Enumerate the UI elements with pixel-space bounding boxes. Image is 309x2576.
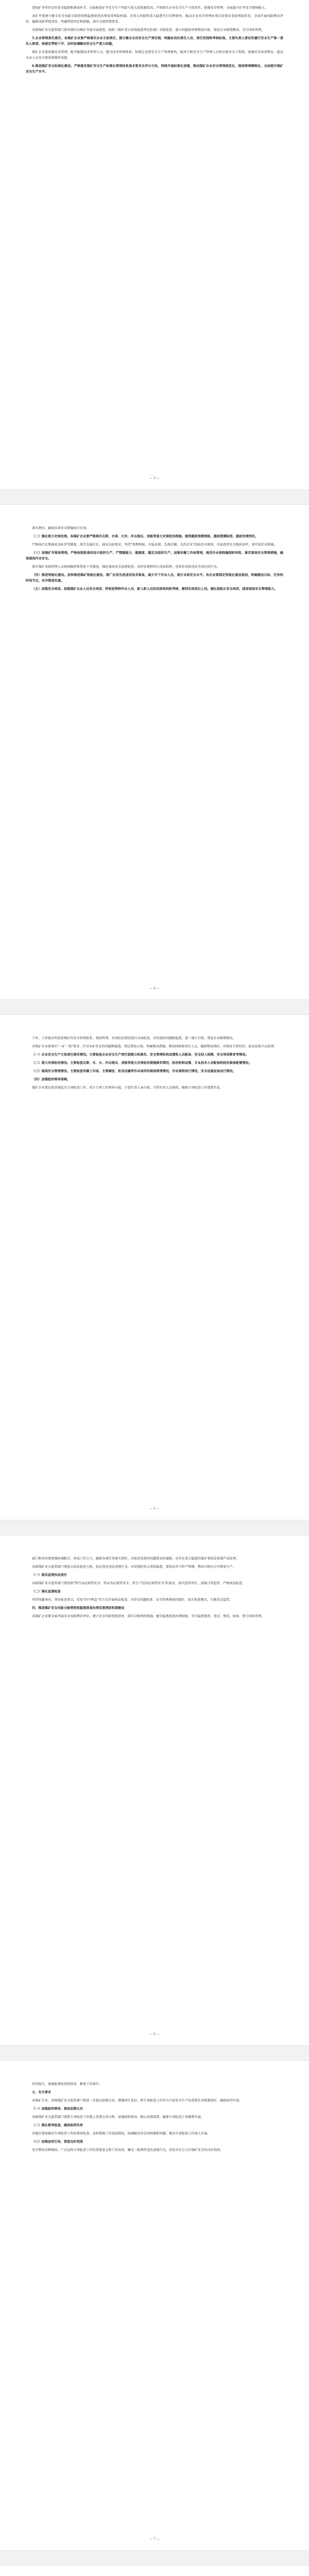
page-separator bbox=[0, 489, 309, 505]
document-page-7 bbox=[10, 2061, 299, 2550]
section-heading: （二）强化监督检查 bbox=[32, 1590, 61, 1594]
section-heading: （一）企业安全生产主体责任落实情况。主要检查企业安全生产责任制建立和落实、安全管理机构设置和人员配备、安全投入保障、安全培训教育等情况。 bbox=[32, 1053, 249, 1057]
section-heading: （三）现场安全管理情况。主要检查采掘工作面、主要硐室、机电运输等作业场所的现场管理情况，作业规程执行情况，安全设施设备运行情况。 bbox=[32, 1070, 236, 1073]
page-separator bbox=[0, 999, 309, 1015]
section-heading: 四、推进煤矿安全风险分级管控和隐患排查治理双重预防机制建设 bbox=[32, 1606, 125, 1610]
paragraph: 落实到位，确保各项安全措施执行有效。 bbox=[32, 527, 90, 530]
document-page-8 bbox=[10, 2566, 299, 2576]
paragraph: 各级煤矿安全监管部门要把专项检查工作摆上重要议事日程，加强组织领导，精心安排部署，确保专项检查工作顺利开展。 bbox=[32, 2115, 204, 2119]
paragraph: 各煤矿企业要落实"一矿一策"要求，针对本矿存在的问题和隐患，制定整改方案，明确整改措施、整改时限和责任人员，确保整改到位。对整改不到位的，依法依规予以处理。 bbox=[32, 1045, 277, 1048]
page-number: — 4 — bbox=[149, 987, 160, 990]
section-heading: （一）加强组织领导，提高思想认识 bbox=[32, 2107, 83, 2111]
section-heading: （五）加强安全培训。加强煤矿从业人员安全培训，特别是特种作业人员、新入职人员的岗前培训和考核，做到先培训后上岗。强化班组长安全培训，提高现场安全管理能力。 bbox=[32, 587, 278, 591]
paragraph: 各级煤矿安全监管部门要按照"管行业必须管安全、管业务必须管安全、管生产经营必须管安全"的要求，落实监管责任，加强日常监管，严格执法检查。 bbox=[32, 1582, 246, 1585]
paragraph: 各煤矿企业、各级煤矿安全监管部门要进一步提高思想认识，增强责任意识，把专项检查工作作为当前安全生产的重要任务抓紧抓好，确保取得实效。 bbox=[32, 2099, 243, 2103]
page-number: — 7 — bbox=[149, 2537, 160, 2541]
paragraph: 部门和单位要加强协调配合，形成工作合力，确保各项任务落实到位。对检查发现的问题要及时通报，对存在重大隐患的煤矿要依法依规严肃处理。 bbox=[32, 1557, 239, 1561]
paragraph: 查找矿井所存在的安全隐患和薄弱环节。全面核查矿井安全生产风险与重大危险源状况，严格落实企业安全生产主体责任，加强安全管理，全面提升矿井安全保障能力。 bbox=[32, 6, 268, 10]
section-heading: （二）强化督导检查，确保取得实效 bbox=[32, 2124, 83, 2127]
section-heading: （三）加强矿井现场管理。严格按照批准的设计组织生产，严禁超能力、超强度、超定员组织生产。加强采掘工作面管理，规范作业规程编制和审批，落实现场安全管理措施，确保现场作业安全。 bbox=[26, 551, 283, 561]
page-number: — 5 — bbox=[149, 1507, 160, 1511]
paragraph: 煤矿企业要加强技术管理，配齐配强技术管理人员，健全技术管理体系。按规定设置安全生产管理机构，配备专职安全生产管理人员和注册安全工程师，加强安全培训教育，提高从业人员安全素质和操作技能。 bbox=[26, 50, 283, 60]
paragraph: 坚持问题导向，突出检查重点，采取"四不两直"等方式开展执法检查，对存在问题较多、安全管理薄弱的煤矿，加大检查频次，实施重点监管。 bbox=[32, 1598, 233, 1602]
page-separator bbox=[0, 2550, 309, 2566]
section-heading: （四）加强组织领导保障。 bbox=[32, 1078, 71, 1081]
paragraph: 各级煤矿安全监管部门要加大执法检查力度，依法查处违法违规行为。对发现的重大事故隐患，要依法责令停产整顿，整改合格后方可恢复生产。 bbox=[32, 1565, 236, 1569]
section-heading: 6.推进煤矿安全标准化建设。严格落实煤矿安全生产标准化管理体系基本要求及评分方法，持续开展标准化创建，推动煤矿企业安全管理规范化、现场管理精细化，全面提升煤矿安全生产水平。 bbox=[26, 64, 283, 74]
paragraph: 落实煤矿各级管理人员现场跟班和带班下井制度，强化现场安全监督检查，及时发现和纠正违章指挥、违章作业和违反劳动纪律行为。 bbox=[32, 565, 220, 569]
paragraph: 充分利用各种媒体，广泛宣传专项检查工作的重要意义和工作成效，曝光一批典型违法违规行为，营造全社会关注煤矿安全的良好氛围。 bbox=[32, 2148, 224, 2152]
page-separator bbox=[0, 1520, 309, 1535]
page-separator bbox=[0, 2045, 309, 2061]
section-heading: （三）加强宣传引导，营造良好氛围 bbox=[32, 2140, 83, 2144]
paragraph: 各煤矿企业要全面开展安全风险辨识评估，建立安全风险管控清单，落实分级管控措施。健全隐患排查治理制度，实行隐患排查、登记、整改、验收、销号闭环管理。 bbox=[32, 1615, 265, 1618]
paragraph: 煤矿企业要高度重视此次专项检查工作，成立专项工作领导小组，主要负责人亲自抓，分管负责人具体抓，确保专项检查工作落到实处。 bbox=[32, 1086, 224, 1090]
paragraph: 工作。工作组对所检查煤矿的安全管理体系、现场管理、灾害防治情况进行全面检查，对发现的问题和隐患，逐一建立台账，督促企业限期整改。 bbox=[32, 1037, 236, 1040]
page-7-body bbox=[26, 2081, 283, 2156]
section-heading: 5.企业管理责任落实。各煤矿企业要严格落实企业主体责任，建立健全全员安全生产责任制，明确各岗位责任人员、责任范围和考核标准。主要负责人要切实履行安全生产第一责任人职责，按规定带班下井，及时协调解决安全生产重大问题。 bbox=[26, 37, 283, 46]
paragraph: 各级煤矿安全监管部门要对辖区内煤矿开展全面排查，按照《煤矿重大事故隐患判定标准》对照检查，建立问题清单和整改台账，督促企业限期整改，实行闭环管理。 bbox=[32, 28, 265, 32]
document-page-6 bbox=[10, 1535, 299, 2045]
page-4-body bbox=[26, 526, 283, 595]
document-page-5 bbox=[10, 1015, 299, 1520]
paragraph: 各地区要加强对专项检查工作的督导检查，及时掌握工作进展情况，协调解决存在的困难和问题，推动专项检查工作深入开展。 bbox=[32, 2132, 211, 2136]
page-number: — 3 — bbox=[149, 477, 160, 480]
document-page-4 bbox=[10, 505, 299, 999]
section-heading: （四）推进智能化建设。加快推进煤矿智能化建设，推广应用先进适用技术装备，减少井下作业人员，提升本质安全水平。各企业要制定智能化建设规划，明确建设目标、任务和时间节点，有序推进实施。 bbox=[26, 573, 283, 583]
page-number: — 6 — bbox=[149, 2032, 160, 2036]
page-5-body bbox=[26, 1036, 283, 1093]
paragraph: 各矿井要建立健全安全风险分级管控和隐患排查治理双重预防机制，对重大风险和重大隐患实行挂牌督办，推动企业安全管理由事后处置向事前预防转变。全面开展风险辨识评估，编制风险管控清单，明确管控责任和措施，落实分级管控要求。 bbox=[26, 14, 283, 24]
page-3-body bbox=[26, 5, 283, 77]
section-heading: （二）重大灾害防治情况。主要检查瓦斯、水、火、冲击地压、顶板等重大灾害防治措施落实情况，防治机构设置、专业技术人员配备和防治装备配置情况。 bbox=[32, 1061, 252, 1065]
section-heading: 五、有关要求 bbox=[32, 2091, 52, 2094]
document-page-3 bbox=[10, 0, 299, 489]
section-heading: （二）强化重大灾害治理。各煤矿企业要严格落实瓦斯、水害、火灾、冲击地压、顶板等重大灾害防治措施，做到超前预测预报、超前探测防控、超前治理到位。 bbox=[32, 535, 259, 538]
paragraph: 评估报告，加强监督检查和指导，推进工作落实。 bbox=[32, 2082, 102, 2086]
page-6-body bbox=[26, 1556, 283, 1622]
section-heading: （一）落实监管执法责任 bbox=[32, 1573, 67, 1577]
paragraph: 严格执行瓦斯抽采达标评判制度，落实先抽后采、抽采达标要求。坚持"预测预报、有疑必探、先探后掘、先治后采"的防治水原则，全面查清水文地质条件，落实防治水措施。 bbox=[32, 543, 277, 547]
